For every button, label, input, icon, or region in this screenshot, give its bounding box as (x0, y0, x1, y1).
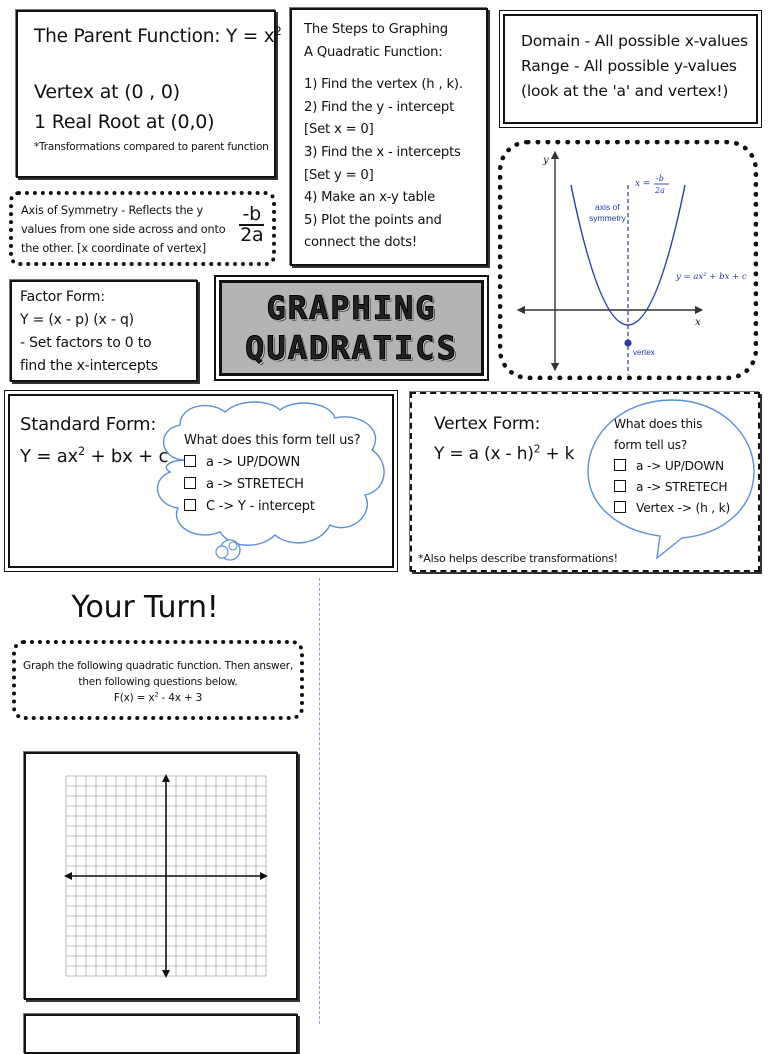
figure-equation-label: y = ax² + bx + c (676, 272, 747, 282)
factor-line-4: find the x-intercepts (20, 358, 158, 374)
figure-axis-label-1: axis of (595, 202, 620, 212)
axis-sym-line-2: values from one side across and onto (21, 223, 226, 236)
step-line: 5) Plot the points and (304, 212, 442, 228)
parent-vertex-text: Vertex at (0 , 0) (34, 81, 180, 103)
steps-box (290, 8, 488, 266)
vertex-item-2: a -> STRETECH (614, 477, 754, 498)
axis-sym-fraction (239, 205, 264, 245)
parabola-figure (503, 145, 753, 375)
vertex-title: Vertex Form: (434, 414, 541, 434)
standard-equation: $Y = ax^2$ + bx + c (20, 445, 169, 467)
standard-item-2: a -> STRETECH (184, 474, 384, 496)
vertex-item-3: Vertex -> (h , k) (614, 498, 754, 519)
vertex-item-1: a -> UP/DOWN (614, 456, 754, 477)
step-line: The Steps to Graphing (304, 22, 448, 37)
parent-function-title: The Parent Function: $Y = x^2$ (34, 23, 282, 47)
step-line: 1) Find the vertex (h , k). (304, 77, 463, 93)
axis-sym-line-3: the other. [x coordinate of vertex] (21, 242, 206, 255)
graph-frame (24, 752, 298, 1000)
checkbox-icon (614, 480, 626, 492)
figure-y-label: y (543, 155, 549, 166)
parabola-figure-box (498, 140, 758, 380)
step-line: connect the dots! (304, 235, 417, 251)
factor-form-box (10, 280, 198, 382)
axis-sym-frac-den: 2a (240, 224, 264, 246)
step-line: [Set y = 0] (304, 167, 374, 183)
standard-title: Standard Form: (20, 414, 157, 435)
coordinate-grid[interactable] (26, 754, 296, 998)
step-line: 3) Find the x - intercepts (304, 144, 461, 160)
instruction-box (12, 640, 304, 720)
step-line: 2) Find the y - intercept (304, 99, 455, 115)
thought-bubble-mid (216, 546, 228, 558)
figure-axis-label-2: symmetry (589, 213, 626, 223)
domain-range-box (503, 14, 758, 124)
step-line: [Set x = 0] (304, 122, 374, 138)
instruction-line-2: then following questions below. (78, 676, 238, 688)
standard-question: What does this form tell us? (184, 433, 361, 448)
figure-formula-num: -b (656, 174, 664, 183)
checkbox-icon (184, 455, 196, 467)
steps-list (304, 19, 478, 255)
domain-range-note: (look at the 'a' and vertex!) (521, 82, 729, 100)
parent-function-box (16, 10, 282, 178)
checkbox-icon (184, 477, 196, 489)
parent-root-text: 1 Real Root at (0,0) (34, 111, 215, 133)
standard-cloud-content (184, 430, 384, 518)
next-frame-top (24, 1014, 298, 1054)
figure-x-label: x (695, 317, 701, 328)
figure-vertex-label: vertex (633, 348, 655, 357)
figure-formula-den: 2a (655, 186, 665, 195)
instruction-line-1: Graph the following quadratic function. Then answer, (23, 660, 293, 672)
factor-title: Factor Form: (20, 289, 105, 305)
step-line: A Quadratic Function: (304, 44, 443, 60)
parent-note-text: *Transformations compared to parent function (34, 141, 269, 153)
thought-bubble-small (229, 542, 237, 550)
checkbox-icon (614, 501, 626, 513)
step-line (304, 64, 478, 74)
axis-sym-line-1: Axis of Symmetry - Reflects the y (21, 204, 204, 217)
factor-line-3: - Set factors to 0 to (20, 335, 152, 351)
figure-vertex-point (624, 339, 631, 346)
title-banner (219, 280, 484, 376)
vertex-equation: Y = a (x - h)$^2$ + k (434, 443, 575, 464)
axis-sym-frac-num: -b (239, 205, 264, 226)
title-line-2: QUADRATICS (245, 329, 458, 367)
standard-item-1: a -> UP/DOWN (184, 452, 384, 474)
instruction-function: $F(x) = x^2 - 4x + 3$ (113, 690, 203, 704)
vertex-question-2: form tell us? (614, 438, 688, 452)
checkbox-icon (614, 459, 626, 471)
vertex-question-1: What does this (614, 417, 703, 431)
step-line: 4) Make an x-y table (304, 190, 436, 206)
vertex-bubble-content (614, 414, 754, 519)
factor-equation: Y = (x - p) (x - q) (20, 312, 134, 328)
standard-item-3: C -> Y - intercept (184, 496, 384, 518)
vertex-note: *Also helps describe transformations! (418, 552, 618, 565)
figure-formula-prefix: x = (635, 179, 651, 189)
title-line-1: GRAPHING (266, 289, 437, 327)
axis-of-symmetry-box (9, 191, 276, 266)
page-fold-divider (319, 578, 320, 1024)
your-turn-title: Your Turn! (71, 590, 219, 625)
domain-text: Domain - All possible x-values (521, 32, 748, 50)
checkbox-icon (184, 499, 196, 511)
range-text: Range - All possible y-values (521, 57, 737, 75)
